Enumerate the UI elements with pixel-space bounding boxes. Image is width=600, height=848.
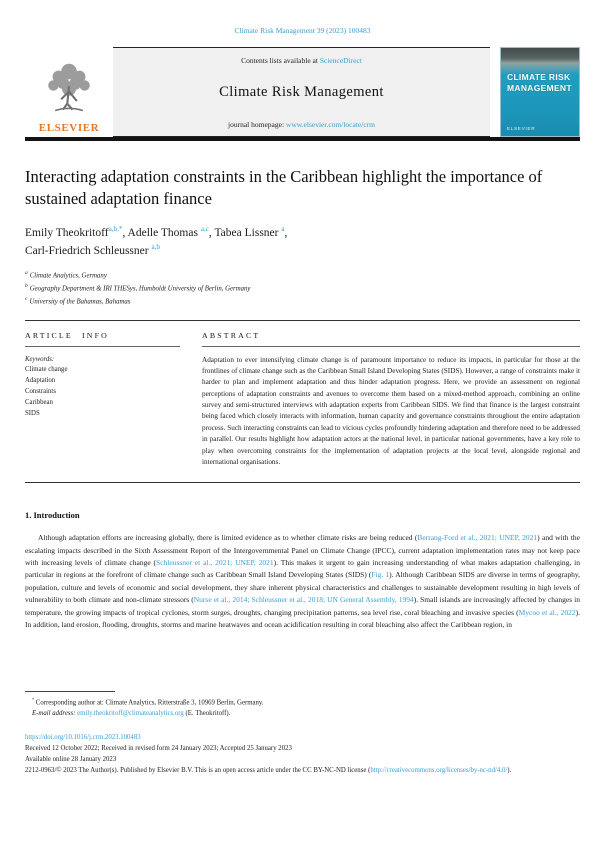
elsevier-tree-icon	[43, 60, 95, 121]
contents-prefix: Contents lists available at	[241, 56, 320, 65]
running-head: Climate Risk Management 39 (2023) 100483	[234, 26, 371, 35]
email-link[interactable]: emily.theokritoff@climateanalytics.org	[77, 709, 184, 717]
keyword: SIDS	[25, 409, 40, 417]
text-run: ).	[507, 766, 512, 774]
abstract-column	[180, 331, 580, 469]
figure-link[interactable]: Fig. 1	[371, 570, 390, 580]
abstract-text: Adaptation to ever intensifying climate change is of paramount importance to reduce its impacts, in particular for those at the frontlines of climate change such as the Caribbean Small Island Developing States (SIDS). However, a range of constraints make it harder to plan and implement adaptation and thus hinder adaptation progress. Here, we provide an assessment on regional perceptions of adaptation constraints and avenues to overcome them based on a mixed-method approach, combining an online survey and semi-structured interviews with adaptation experts from Caribbean SIDS. We find that finance is the largest constraint being faced which closely interacts with information, human capacity and governance constraints throughout the entire adaptation process. Such interacting constraints can lead to vicious cycles profoundly hindering adaptation and therefore need to be addressed in parallel. Our results highlight how adaptation actors at the national level, in particular national governments, have a key role to play when overcoming constraints for the implementation of adaptation projects at the local level, alongside regional and international organisations.	[202, 355, 580, 466]
keyword: Constraints	[25, 388, 56, 396]
affiliation-marker: a	[25, 270, 28, 277]
affiliation	[25, 269, 580, 282]
text-run: ). This makes it urgent to gain increasing understanding of what makes adaptation challenging, in particular in regions at the forefront of climate change such as Caribbean Small Island Developing States (SIDS) (	[25, 558, 580, 580]
homepage-line	[119, 120, 484, 129]
keyword: Adaptation	[25, 377, 56, 385]
page-bottom	[25, 691, 580, 777]
journal-masthead	[25, 47, 580, 137]
author-affiliation-ref[interactable]: a	[281, 225, 285, 234]
keyword: Caribbean	[25, 399, 53, 407]
journal-cover-thumbnail[interactable]	[500, 47, 580, 137]
text-run: Although adaptation efforts are increasing globally, there is limited evidence as to whether climate risks are being reduced (	[38, 533, 418, 543]
doi-link[interactable]: https://doi.org/10.1016/j.crm.2023.100483	[25, 734, 141, 742]
abstract-header: ABSTRACT	[202, 330, 261, 340]
info-abstract-section	[25, 320, 580, 484]
text-run: Carl-Friedrich Schleussner	[25, 244, 152, 257]
text-run: (E. Theokritoff).	[183, 709, 231, 717]
author-affiliation-ref[interactable]: a,b,*	[108, 225, 123, 234]
homepage-prefix: journal homepage:	[228, 120, 286, 129]
text-run: Corresponding author at: Climate Analytics, Ritterstraße 3, 10969 Berlin, Germany.	[34, 699, 264, 707]
text-run: *	[32, 697, 35, 702]
masthead-center	[113, 47, 490, 137]
cover-title	[507, 72, 572, 94]
text-run: , Tabea Lissner	[208, 226, 282, 239]
citation-link[interactable]: Schleussner et al., 2021; UNEP, 2021	[156, 558, 274, 568]
colophon	[25, 733, 580, 777]
author-affiliation-ref[interactable]: a,c	[200, 225, 209, 234]
masthead-rule	[25, 137, 580, 141]
text-run: E-mail address:	[32, 709, 78, 717]
cover-title-line2: MANAGEMENT	[507, 83, 572, 94]
author-list	[25, 224, 580, 260]
abstract-rule	[202, 346, 580, 347]
keyword: Climate change	[25, 366, 68, 374]
citation-link[interactable]: Berrang-Ford et al., 2021; UNEP, 2021	[417, 533, 538, 543]
citation-link[interactable]: Mycoo et al., 2022	[518, 607, 576, 617]
affiliation	[25, 295, 580, 308]
journal-homepage-link[interactable]: www.elsevier.com/locate/crm	[285, 120, 375, 129]
article-title: Interacting adaptation constraints in the Caribbean highlight the importance of sustained adaptation finance	[25, 166, 543, 208]
sciencedirect-link[interactable]: ScienceDirect	[319, 56, 362, 65]
copyright-license-line	[25, 766, 580, 777]
cover-title-line1: CLIMATE RISK	[507, 72, 571, 82]
cover-publisher-label: ELSEVIER	[507, 126, 536, 131]
affiliation	[25, 282, 580, 295]
affiliation-marker: c	[25, 295, 28, 302]
article-info-column	[25, 331, 180, 469]
affiliation-marker: b	[25, 282, 28, 289]
affiliation-text: Geography Department & IRI THESys, Humboldt University of Berlin, Germany	[29, 285, 251, 293]
author-affiliation-ref[interactable]: a,b	[151, 243, 160, 252]
contents-line	[119, 56, 484, 65]
article-info-rule	[25, 346, 180, 347]
footnote-rule	[25, 691, 115, 692]
email-line	[25, 709, 580, 720]
journal-title: Climate Risk Management	[219, 84, 384, 100]
text-run: ,	[284, 226, 288, 239]
text-run: ) and with the escalating impacts described in the Sixth Assessment Report of the Intergovernmental Panel on Climate Change (IPCC), current adaptation implementation rates may not keep pace with increasing levels of climate change (	[25, 533, 580, 568]
text-run: ). Although Caribbean SIDS are diverse in terms of geography, population, culture and levels of economic and social development, they share inherent physical characteristics and challenges to sustainable development resulting in high levels of vulnerability to both climate and non-climate stressors (	[25, 570, 580, 605]
text-run: ). Small islands are increasingly affected by changes in temperature, the growing impacts of tropical cyclones, storm surges, droughts, changing precipitation patterns, sea level rise, coral bleaching and invasive species (	[25, 595, 580, 617]
license-link[interactable]: http://creativecommons.org/licenses/by-nc-nd/4.0/	[370, 766, 508, 774]
text-run: , Adelle Thomas	[122, 226, 201, 239]
affiliation-text: Climate Analytics, Germany	[29, 272, 107, 280]
text-run: Emily Theokritoff	[25, 226, 109, 239]
citation-link[interactable]: Nurse et al., 2014; Schleussner et al., 2018; UN General Assembly, 1994	[193, 595, 414, 605]
article-history: Received 12 October 2022; Received in revised form 24 January 2023; Accepted 25 January 2023	[25, 745, 292, 753]
article-info-header: ARTICLE INFO	[25, 330, 109, 340]
introduction-paragraph	[25, 532, 580, 631]
available-online: Available online 28 January 2023	[25, 756, 117, 764]
corresponding-author-note	[25, 697, 580, 709]
affiliation-text: University of the Bahamas, Bahamas	[29, 298, 131, 306]
elsevier-wordmark: ELSEVIER	[38, 122, 100, 134]
section-heading-introduction: 1. Introduction	[25, 510, 80, 521]
keywords-label: Keywords:	[25, 355, 55, 363]
elsevier-logo	[25, 47, 113, 137]
text-run: 2212-0963/© 2023 The Author(s). Published by Elsevier B.V. This is an open access article under the CC BY-NC-ND license (	[25, 766, 371, 774]
affiliations	[25, 269, 580, 307]
text-run: ). In addition, land erosion, flooding, droughts, storms and marine heatwaves and ocean acidification resulting in coral bleaching also affect the Caribbean region, in	[25, 607, 580, 629]
